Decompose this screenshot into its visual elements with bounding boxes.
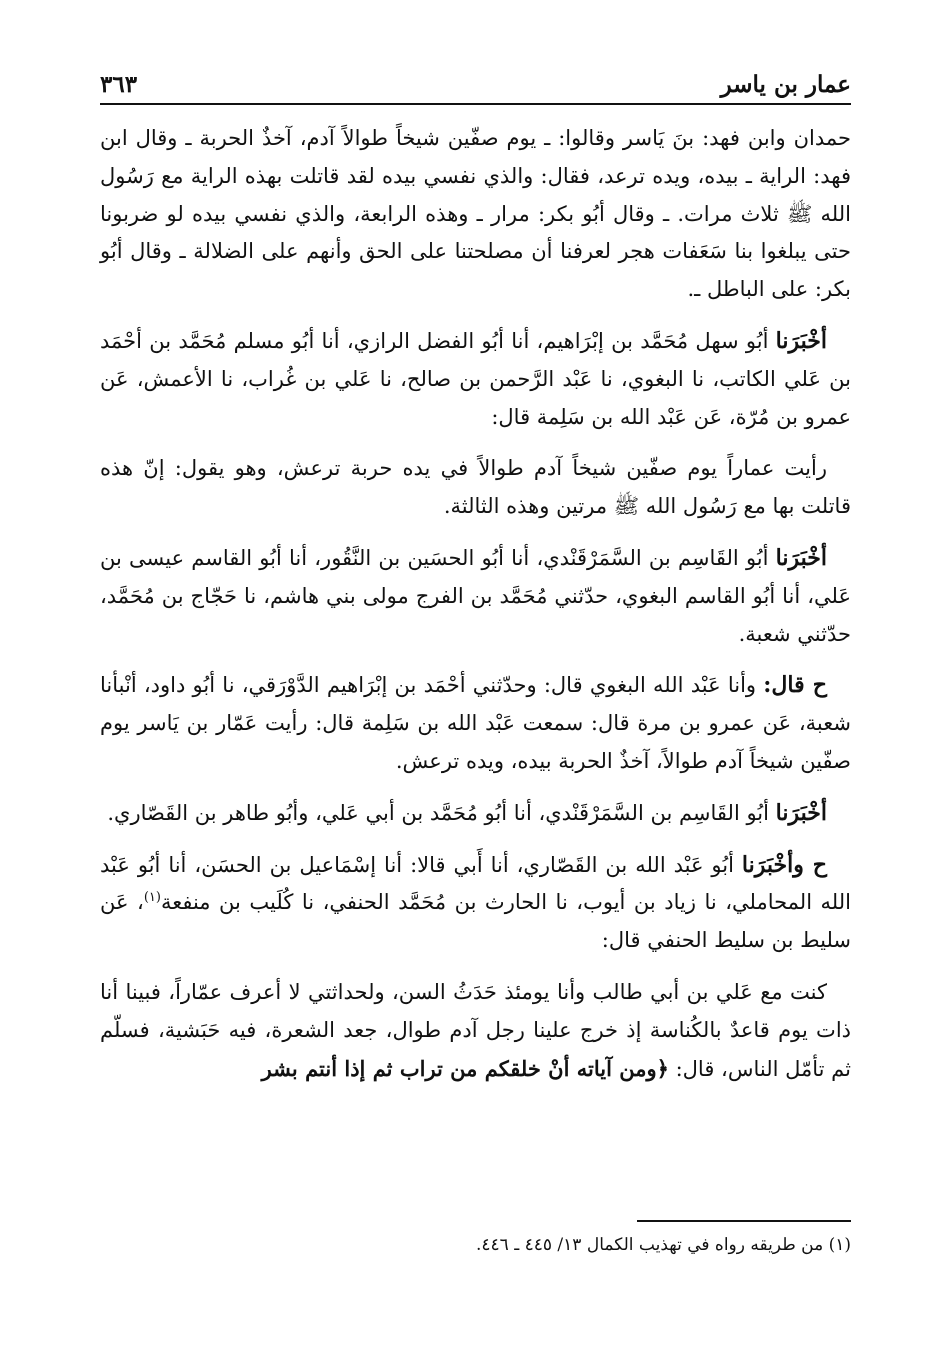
- page-header: [100, 58, 851, 98]
- paragraph-text: أبُو عَبْد الله بن القَصّاري، أنا أَبي قالا: أنا إسْمَاعيل بن الحسَن، أنا أبُو عَبْد الله المحاملي، نا زياد بن أيوب، نا الحارث بن مُحَمَّد الحنفي، نا كُلَيب بن منفعة: [100, 852, 851, 915]
- quran-quote: ﴿ومن آياته أنْ خلقكم من تراب ثم إذا أنتم بشر: [261, 1055, 669, 1081]
- paragraph-7: [100, 847, 851, 960]
- paragraph-1: [100, 120, 851, 309]
- paragraph-text: أبُو القَاسِم بن السَّمَرْقَنْدي، أنا أبُو الحسَين بن النَّقُور، أنا أبُو القاسم عيسى بن عَلي، أنا أبُو القاسم البغوي، حدّثني مُحَمَّد بن الفرج مولى بني هاشم، نا حَجّاج بن مُحَمَّد، حدّثني شعبة.: [100, 545, 851, 646]
- footnote-divider: [637, 1220, 851, 1222]
- page-number: ٣٦٣: [100, 71, 138, 98]
- paragraph-lead: ح وأخْبَرَنا: [741, 851, 827, 878]
- paragraph-lead: ح قال:: [763, 672, 827, 699]
- paragraph-lead: أخْبَرَنا: [775, 799, 827, 826]
- paragraph-text-continued: ، عَن سليط بن سليط الحنفي قال:: [100, 890, 851, 953]
- paragraph-8: [100, 974, 851, 1088]
- footnote-text: (١) من طريقه رواه في تهذيب الكمال ١٣/ ٤٤٥ ـ ٤٤٦.: [476, 1235, 851, 1255]
- paragraph-3: [100, 450, 851, 526]
- paragraph-4: [100, 540, 851, 653]
- paragraph-5: [100, 667, 851, 780]
- footnote-reference[interactable]: (١): [143, 890, 161, 906]
- paragraph-6: [100, 795, 851, 833]
- paragraph-text: حمدان وابن فهد: بنَ يَاسر وقالوا: ـ يوم صفّين شيخاً طوالاً آدم، آخذٌ الحربة ـ وقال ابن فهد: الراية ـ بيده، ويده ترعد، فقال: والذي نفسي بيده لقد قاتلت بهذه الراية مع رَسُول الله ﷺ ثلاث مرات. ـ وقال أبُو بكر: مرار ـ وهذه الرابعة، والذي نفسي بيده لو ضربونا حتى يبلغوا بنا سَعَفات هجر لعرفنا أن مصلحتنا على الحق وأنهم على الضلالة ـ وقال أبُو بكر: على الباطل ـ.: [100, 126, 851, 302]
- paragraph-lead: أخْبَرَنا: [775, 544, 827, 571]
- paragraph-text: كنت مع عَلي بن أبي طالب وأنا يومئذ حَدَثُ السن، ولحداثتي لا أعرف عمّاراً، فبينا أنا ذات يوم قاعدٌ بالكُناسة إذ خرج علينا رجل آدم طوال، جعد الشعرة، فيه حَبَشية، فسلّم ثم تأمّل الناس، قال:: [100, 979, 851, 1081]
- paragraph-2: [100, 323, 851, 436]
- paragraph-text: أبُو سهل مُحَمَّد بن إبْرَاهيم، أنا أبُو الفضل الرازي، أنا أبُو مسلم مُحَمَّد بن أحْمَد بن عَلي الكاتب، نا البغوي، نا عَبْد الرَّحمن بن صالح، نا عَلي بن غُراب، نا الأعمش، عَن عمرو بن مُرّة، عَن عَبْد الله بن سَلِمة قال:: [100, 328, 851, 429]
- main-text: [100, 120, 851, 1102]
- paragraph-lead: أخْبَرَنا: [775, 327, 827, 354]
- running-title: عمار بن ياسر: [720, 71, 851, 98]
- paragraph-text: رأيت عماراً يوم صفّين شيخاً آدم طوالاً في يده حربة ترعش، وهو يقول: إنّ هذه قاتلت بها مع رَسُول الله ﷺ مرتين وهذه الثالثة.: [100, 456, 851, 519]
- paragraph-text: أبُو القَاسِم بن السَّمَرْقَنْدي، أنا أبُو مُحَمَّد بن أبي عَلي، وأبُو طاهر بن القَصّاري.: [107, 800, 776, 825]
- footnote: [100, 1232, 851, 1258]
- paragraph-text: وأنا عَبْد الله البغوي قال: وحدّثني أحْمَد بن إبْرَاهيم الدَّوْرَقي، نا أبُو داود، أنْبأنا شعبة، عَن عمرو بن مرة قال: سمعت عَبْد الله بن سَلِمة قال: رأيت عَمّار بن يَاسر يوم صفّين شيخاً آدم طوالاً، آخذٌ الحربة بيده، ويده ترعش.: [100, 673, 851, 773]
- header-divider: [100, 103, 851, 105]
